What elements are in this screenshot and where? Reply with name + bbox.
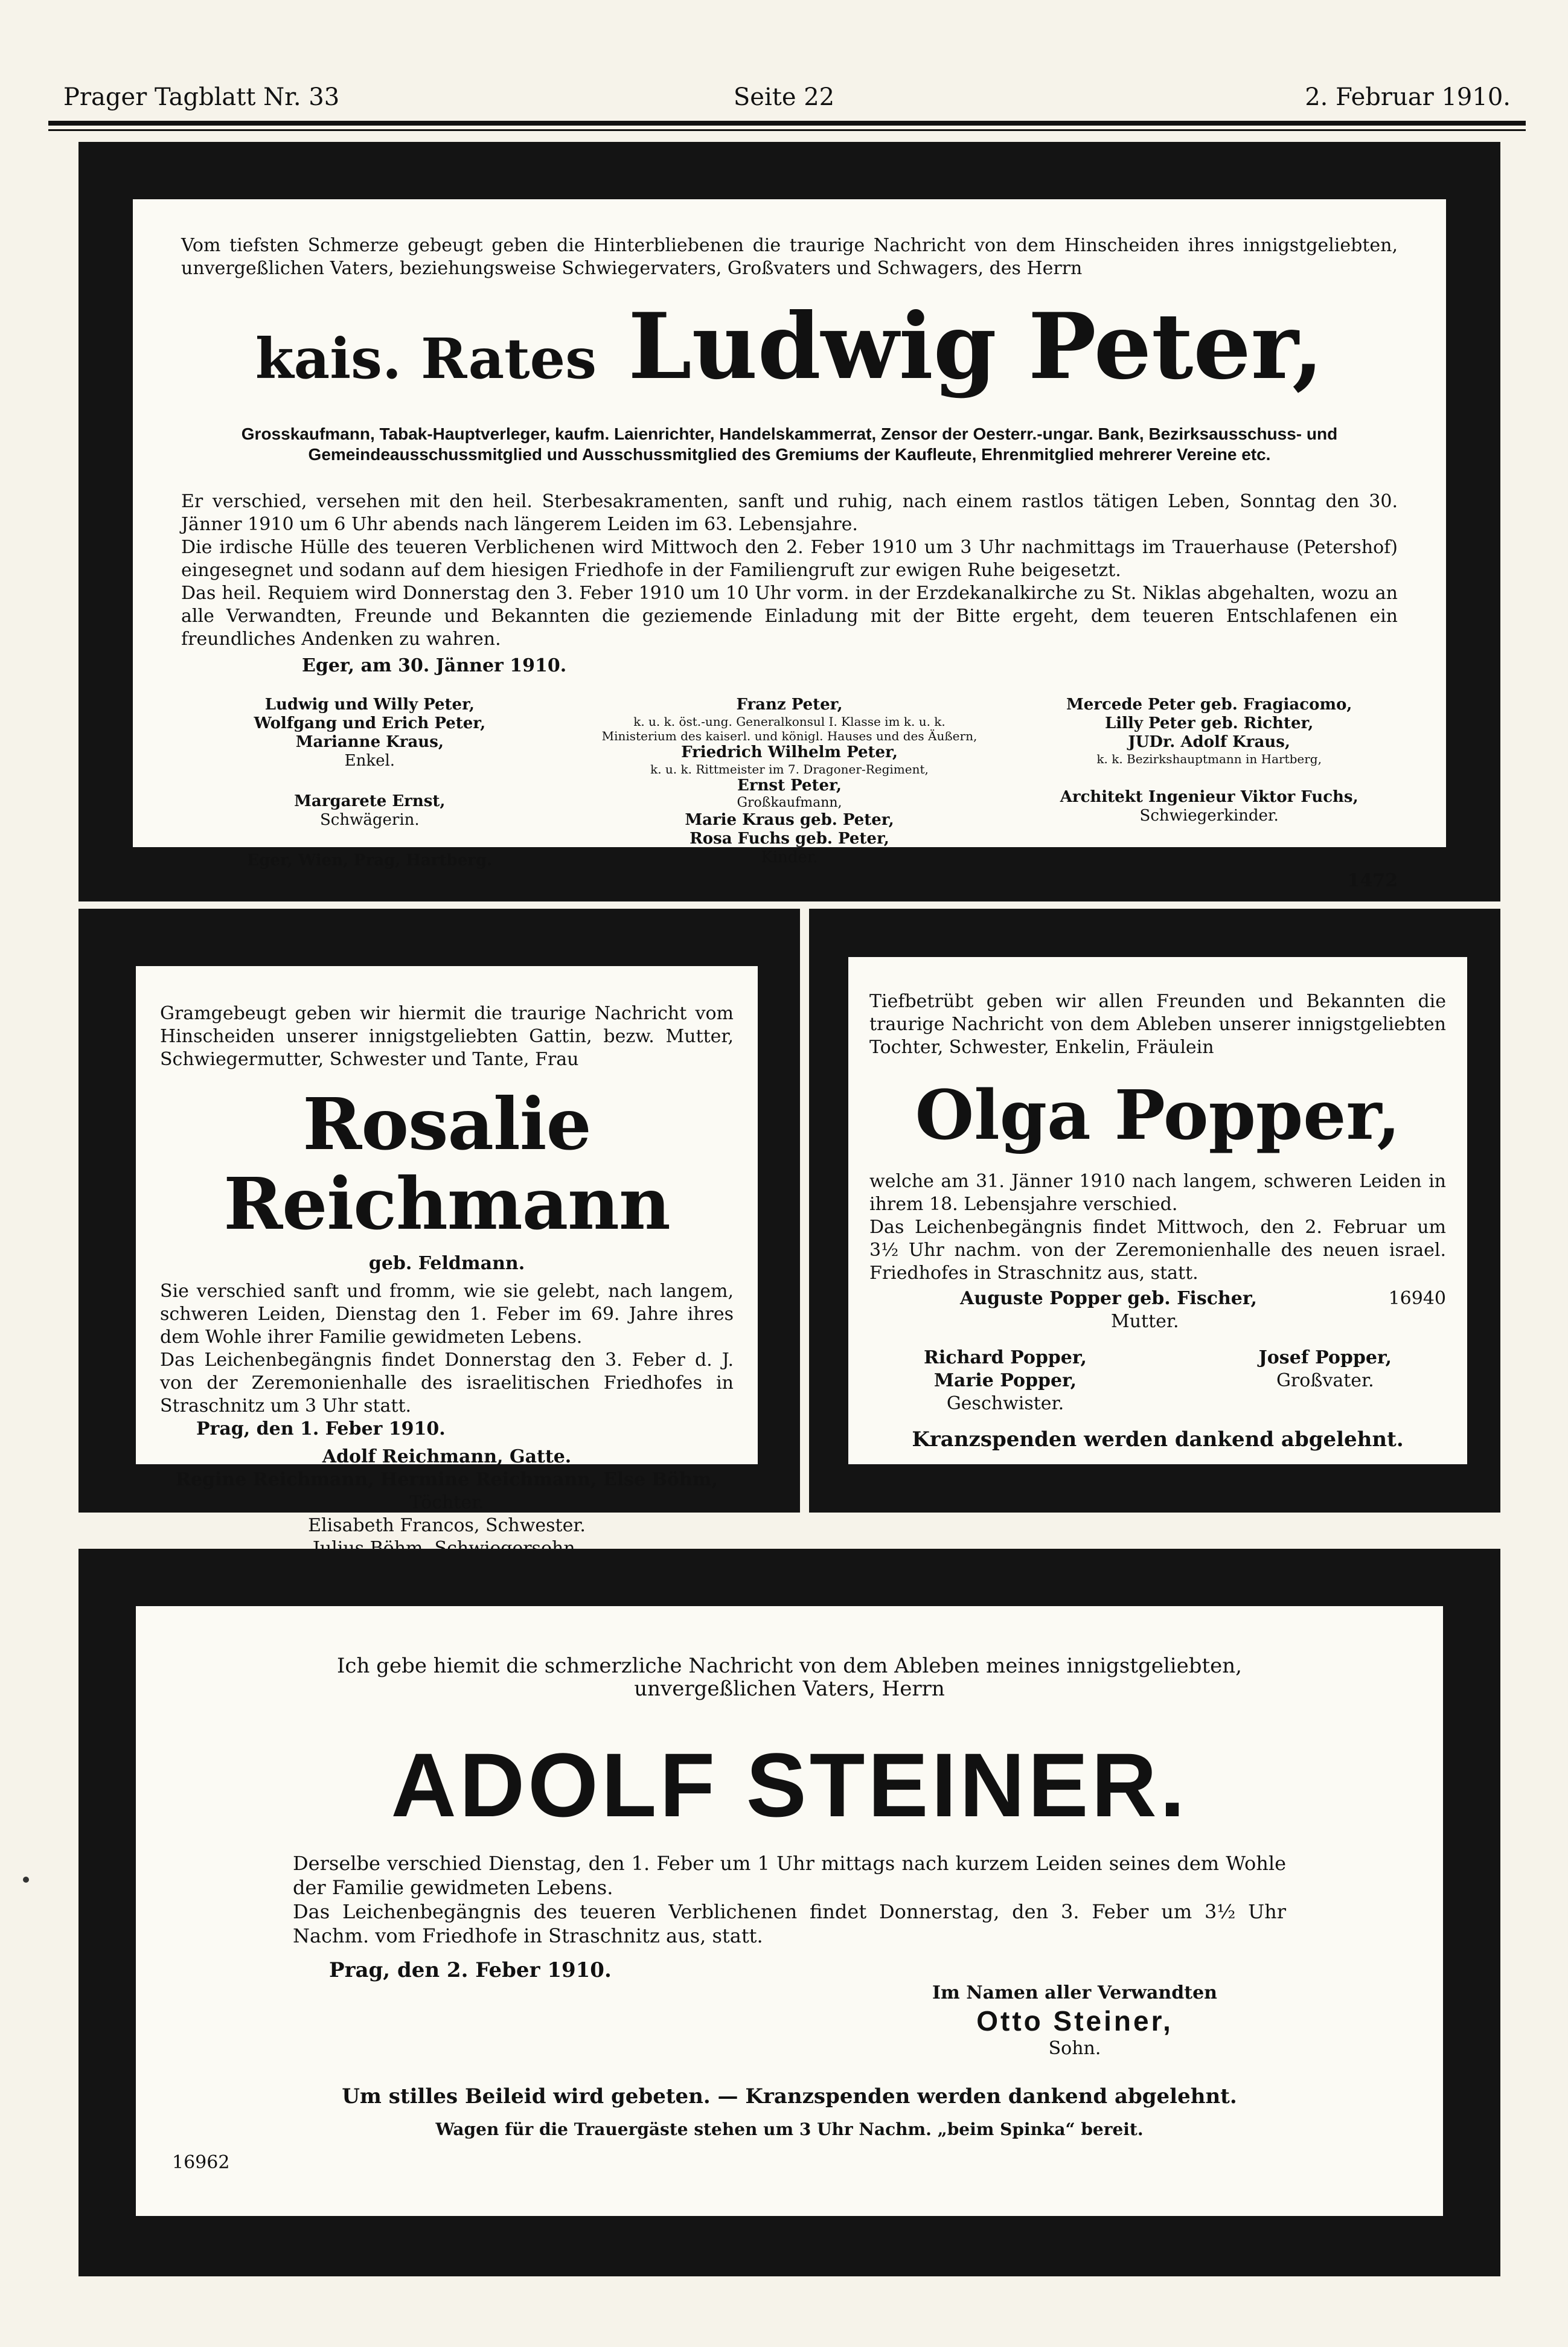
carriage-note: Wagen für die Trauergäste stehen um 3 Uhr Nachm. „beim Spinka“ bereit. xyxy=(435,2119,1144,2139)
mother-role: Mutter. xyxy=(1111,1311,1179,1332)
paragraph: welche am 31. Jänner 1910 nach langem, schweren Leiden in ihrem 18. Lebensjahre verschied. xyxy=(869,1171,1446,1215)
place-date: Prag, den 1. Feber 1910. xyxy=(196,1418,446,1439)
masthead-left: Prager Tagblatt Nr. 33 xyxy=(63,83,340,111)
spacer xyxy=(181,770,558,792)
obituary-rosalie-reichmann xyxy=(78,909,800,1536)
paragraph: Er verschied, versehen mit den heil. Sterbesakramenten, sanft und ruhig, nach einem rastlos tätigen Leben, Sonntag den 30. Jänner 1910 um 6 Uhr abends nach längerem Leiden im 63. Lebensjahre. xyxy=(181,491,1398,535)
signer-role: Sohn. xyxy=(1048,2038,1101,2059)
print-speck xyxy=(23,1877,29,1883)
issue-date: 2. Februar 1910. xyxy=(1305,83,1511,111)
mourner-name: Marie Kraus geb. Peter, xyxy=(685,811,894,829)
mourner-role: Kinder. xyxy=(761,848,818,866)
maiden-name: geb. Feldmann. xyxy=(368,1253,525,1274)
signer: Regine Reichmann, Hermine Reichmann, Else Böhm, xyxy=(176,1469,718,1490)
mourners-column xyxy=(601,696,978,870)
deceased-name: Olga Popper, xyxy=(915,1076,1401,1155)
mourner-places: Eger, Wien, Prag, Hartberg. xyxy=(247,851,493,869)
mourner-name: Ludwig und Willy Peter, xyxy=(264,696,475,714)
intro-text: Ich gebe hiemit die schmerzliche Nachricht von dem Ableben meines innigstgeliebten, unvergeßlichen Vaters, Herrn xyxy=(337,1654,1242,1701)
signer: Elisabeth Francos, Schwester. xyxy=(308,1515,586,1536)
mother-name: Auguste Popper geb. Fischer, xyxy=(960,1288,1257,1309)
mourner-name: Wolfgang und Erich Peter, xyxy=(254,714,486,732)
intro-text: Gramgebeugt geben wir hiermit die traurige Nachricht vom Hinscheiden unserer innigstgeliebten Gattin, bezw. Mutter, Schwiegermutter, Schwester und Tante, Frau xyxy=(160,1003,734,1070)
header-rule xyxy=(48,121,1526,126)
signature-line: Im Namen aller Verwandten xyxy=(932,1982,1217,2003)
mourner-name: Franz Peter, xyxy=(736,696,843,714)
paragraph: Derselbe verschied Dienstag, den 1. Feber um 1 Uhr mittags nach kurzem Leiden seines dem Wohle der Familie gewidmeten Lebens. xyxy=(293,1852,1286,1899)
signer-role: Großvater. xyxy=(1276,1370,1374,1391)
notice-number: 16962 xyxy=(172,2152,230,2173)
deceased-titles: Grosskaufmann, Tabak-Hauptverleger, kaufm. Laienrichter, Handelskammerrat, Zensor der Oesterr.-ungar. Bank, Bezirksausschuss- und Gemeindeausschussmitglied und Ausschussmitglied des Gremiums der Kaufleute, Ehrenmitglied mehrerer Vereine etc. xyxy=(241,424,1338,464)
obituary-body xyxy=(848,957,1467,1464)
page-number: Seite 22 xyxy=(733,83,835,111)
mourners-column xyxy=(181,696,558,870)
signer: Richard Popper, xyxy=(924,1347,1087,1368)
mourner-name: Architekt Ingenieur Viktor Fuchs, xyxy=(1060,788,1358,806)
paragraph: Das Leichenbegängnis des teueren Verblichenen findet Donnerstag, den 3. Feber um 3½ Uhr Nachm. vom Friedhofe in Straschnitz aus, statt. xyxy=(293,1900,1286,1947)
notice-number: 1472 xyxy=(1347,870,1398,891)
mourner-role: k. k. Bezirkshauptmann in Hartberg, xyxy=(1096,752,1322,766)
place-date: Eger, am 30. Jänner 1910. xyxy=(302,655,567,676)
intro-text: Tiefbetrübt geben wir allen Freunden und Bekannten die traurige Nachricht von dem Ableben unserer innigstgeliebten Tochter, Schwester, Enkelin, Fräulein xyxy=(869,991,1446,1058)
mother-line xyxy=(869,1287,1446,1310)
paragraph: Das Leichenbegängnis findet Mittwoch, den 2. Februar um 3½ Uhr nachm. von der Zeremonienhalle des neuen israel. Friedhofes in Straschnitz aus, statt. xyxy=(869,1217,1446,1284)
mourner-name: Rosa Fuchs geb. Peter, xyxy=(690,830,889,848)
mourner-role: k. u. k. öst.-ung. Generalkonsul I. Klasse im k. u. k. Ministerium des kaiserl. und königl. Hauses und des Äußern, xyxy=(601,714,978,743)
mourner-role: Schwägerin. xyxy=(319,811,420,829)
mourner-name: Margarete Ernst, xyxy=(294,792,446,810)
mourner-name: JUDr. Adolf Kraus, xyxy=(1128,733,1290,751)
closing-line: Kranzspenden werden dankend abgelehnt. xyxy=(912,1427,1404,1452)
spacer xyxy=(1020,766,1398,788)
mourner-name: Mercede Peter geb. Fragiacomo, xyxy=(1066,696,1352,714)
signers-left xyxy=(924,1346,1087,1415)
obituary-body xyxy=(136,966,758,1536)
header-rule-thin xyxy=(48,129,1526,131)
deceased-name: Rosalie Reichmann xyxy=(223,1082,670,1246)
signers-right xyxy=(1259,1346,1392,1415)
spacer xyxy=(181,830,558,851)
name-prefix: kais. Rates xyxy=(255,326,597,391)
notice-number: 16940 xyxy=(1388,1288,1446,1309)
obituary-body xyxy=(136,1606,1443,2216)
deceased-name-heading xyxy=(181,293,1398,407)
mourner-name: Marianne Kraus, xyxy=(295,733,444,751)
paragraph: Das heil. Requiem wird Donnerstag den 3. Feber 1910 um 10 Uhr vorm. in der Erzdekanalkirche zu St. Niklas abgehalten, wozu an alle Verwandten, Freunde und Bekannten die geziemende Einladung mit der Bitte ergeht, dem teueren Entschlafenen ein freundliches Andenken zu wahren. xyxy=(181,583,1398,650)
mourner-role: Schwiegerkinder. xyxy=(1139,807,1279,825)
mourner-role: Großkaufmann, xyxy=(737,795,842,810)
mourner-name: Friedrich Wilhelm Peter, xyxy=(681,743,898,761)
signers xyxy=(869,1346,1446,1415)
mourner-role: k. u. k. Rittmeister im 7. Dragoner-Regiment, xyxy=(650,762,929,776)
signer-role: Geschwister. xyxy=(946,1393,1064,1414)
signer: Josef Popper, xyxy=(1258,1347,1392,1368)
mourner-name: Lilly Peter geb. Richter, xyxy=(1104,714,1314,732)
signature-block xyxy=(863,1982,1286,2060)
obituary-body xyxy=(133,199,1446,891)
deceased-name: Ludwig Peter, xyxy=(628,293,1324,400)
mourner-name: Ernst Peter, xyxy=(737,776,842,795)
closing-line: Um stilles Beileid wird gebeten. — Kranzspenden werden dankend abgelehnt. xyxy=(342,2084,1237,2108)
signer-role: Töchter. xyxy=(409,1492,484,1513)
paragraph: Die irdische Hülle des teueren Verblichenen wird Mittwoch den 2. Feber 1910 um 3 Uhr nachmittags im Trauerhause (Petershof) eingesegnet und sodann auf dem hiesigen Friedhofe in der Familiengruft zur ewigen Ruhe beigesetzt. xyxy=(181,537,1398,581)
paragraph: Sie verschied sanft und fromm, wie sie gelebt, nach langem, schweren Leiden, Dienstag den 1. Feber im 69. Jahre ihres dem Wohle ihrer Familie gewidmeten Lebens. xyxy=(160,1281,734,1348)
mourners-column xyxy=(1020,696,1398,870)
paragraph: Das Leichenbegängnis findet Donnerstag den 3. Feber d. J. von der Zeremonienhalle des israelitischen Friedhofes in Straschnitz um 3 Uhr statt. xyxy=(160,1350,734,1417)
intro-text: Vom tiefsten Schmerze gebeugt geben die Hinterbliebenen die traurige Nachricht von dem Hinscheiden ihres innigstgeliebten, unvergeßlichen Vaters, beziehungsweise Schwiegervaters, Großvaters und Schwagers, des Herrn xyxy=(181,235,1398,279)
obituary-adolf-steiner xyxy=(78,1549,1500,2276)
obituary-ludwig-peter xyxy=(78,142,1500,901)
signer: Adolf Reichmann, Gatte. xyxy=(322,1446,572,1467)
signer-name: Otto Steiner, xyxy=(976,2005,1173,2037)
signer: Marie Popper, xyxy=(933,1370,1077,1391)
mourner-role: Enkel. xyxy=(344,752,395,770)
obituary-olga-popper xyxy=(809,909,1500,1513)
place-date: Prag, den 2. Feber 1910. xyxy=(329,1958,612,1982)
deceased-name: ADOLF STEINER. xyxy=(391,1734,1188,1836)
mourners-list xyxy=(181,696,1398,870)
